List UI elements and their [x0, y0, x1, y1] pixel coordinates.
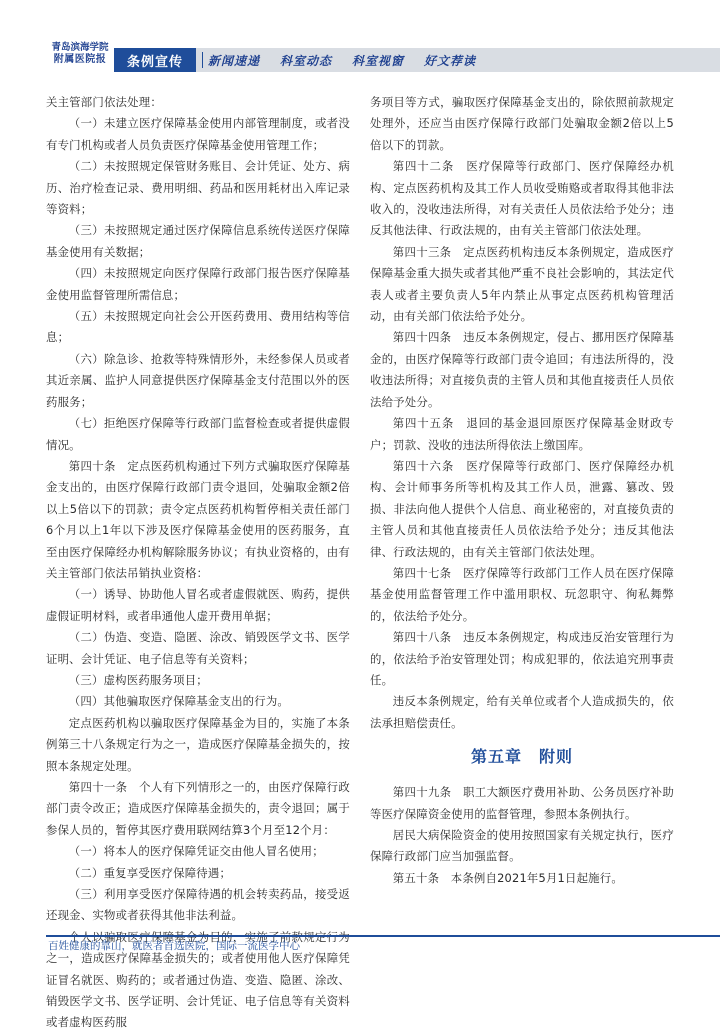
paragraph: 第四十一条 个人有下列情形之一的，由医疗保障行政部门责令改正；造成医疗保障基金损失的，责令退回；属于参保人员的，暂停其医疗费用联网结算3个月至12个月：: [46, 780, 350, 837]
hospital-logo: [50, 42, 110, 66]
paragraph: 第四十八条 违反本条例规定，构成违反治安管理行为的，依法给予治安管理处罚；构成犯罪的，依法追究刑事责任。: [370, 630, 674, 687]
paragraph: 第四十四条 违反本条例规定，侵占、挪用医疗保障基金的，由医疗保障等行政部门责令追回；有违法所得的，没收违法所得；对直接负责的主管人员和其他直接责任人员依法给予处分。: [370, 330, 674, 409]
paragraph: （六）除急诊、抢救等特殊情形外，未经参保人员或者其近亲属、监护人同意提供医疗保障基金支付范围以外的医药服务；: [46, 351, 350, 409]
paragraph: 违反本条例规定，给有关单位或者个人造成损失的，依法承担赔偿责任。: [370, 694, 674, 730]
paragraph: 务项目等方式，骗取医疗保障基金支出的，除依照前款规定处理外，还应当由医疗保障行政部门处骗取金额2倍以上5倍以下的罚款。: [370, 95, 674, 152]
paragraph: （五）未按照规定向社会公开医药费用、费用结构等信息；: [46, 309, 350, 345]
paragraph: 第四十三条 定点医药机构违反本条例规定，造成医疗保障基金重大损失或者其他严重不良社会影响的，其法定代表人或者主要负责人5年内禁止从事定点医药机构管理活动，由有关部门依法给予处分。: [370, 244, 674, 324]
paragraph: （三）未按照规定通过医疗保障信息系统传送医疗保障基金使用有关数据；: [46, 223, 350, 259]
nav-dept-window[interactable]: 科室视窗: [352, 53, 405, 68]
header-nav: [208, 48, 476, 72]
paragraph: （二）伪造、变造、隐匿、涂改、销毁医学文书、医学证明、会计凭证、电子信息等有关资料；: [46, 630, 350, 666]
right-column-body: [370, 92, 674, 734]
paragraph: 第四十九条 职工大额医疗费用补助、公务员医疗补助等医疗保障资金使用的监督管理，参照本条例执行。: [370, 785, 674, 821]
paragraph: 关主管部门依法处理：: [46, 95, 162, 109]
paragraph: 第四十七条 医疗保障等行政部门工作人员在医疗保障基金使用监督管理工作中滥用职权、玩忽职守、徇私舞弊的，依法给予处分。: [370, 565, 674, 623]
paragraph: （四）其他骗取医疗保障基金支出的行为。: [68, 694, 290, 709]
article-right-column: [370, 92, 674, 889]
nav-dept-updates[interactable]: 科室动态: [280, 53, 333, 68]
paragraph: （七）拒绝医疗保障等行政部门监督检查或者提供虚假情况。: [46, 416, 350, 452]
paragraph: 第四十条 定点医药机构通过下列方式骗取医疗保障基金支出的，由医疗保障行政部门责令退回，处骗取金额2倍以上5倍以下的罚款；责令定点医药机构暂停相关责任部门6个月以上1年以下涉及医疗保障基金使用的医药服务，直至由医疗保障经办机构解除服务协议；有执业资格的，由有关主管部门依法吊销执业资格：: [46, 458, 350, 580]
paragraph: （四）未按照规定向医疗保障行政部门报告医疗保障基金使用监督管理所需信息；: [46, 266, 350, 302]
page-header: [0, 0, 720, 78]
paragraph: 第四十六条 医疗保障等行政部门、医疗保障经办机构、会计师事务所等机构及其工作人员，泄露、篡改、毁损、非法向他人提供个人信息、商业秘密的，对直接负责的主管人员和其他直接责任人员依法给予处分；违反其他法律、行政法规的，由有关主管部门依法处理。: [370, 458, 674, 559]
paragraph: （三）虚构医药服务项目；: [68, 672, 208, 687]
logo-line-2: 附属医院报: [53, 54, 107, 65]
article-left-column: [46, 92, 350, 1034]
paragraph: 定点医药机构以骗取医疗保障基金为目的，实施了本条例第三十八条规定行为之一，造成医疗保障基金损失的，按照本条规定处理。: [46, 715, 350, 773]
paragraph: 之一，造成医疗保障基金损失的；或者使用他人医疗保障凭证冒名就医、购药的；或者通过伪造、变造、隐匿、涂改、销毁医学文书、医学证明、会计凭证、电子信息等有关资料或者虚构医药服: [46, 951, 350, 1030]
nav-news[interactable]: 新闻速递: [208, 53, 261, 68]
chapter-title: 第五章 附则: [470, 747, 573, 767]
paragraph: （三）利用享受医疗保障待遇的机会转卖药品，接受返还现金、实物或者获得其他非法利益。: [46, 887, 350, 923]
footer-slogan: 百姓健康的靠山，就医者首选医院，国际一流医学中心: [48, 940, 300, 952]
paragraph: （二）重复享受医疗保障待遇；: [68, 865, 232, 880]
paragraph: （二）未按照规定保管财务账目、会计凭证、处方、病历、治疗检查记录、费用明细、药品和医用耗材出入库记录等资料；: [46, 159, 350, 217]
paragraph: （一）将本人的医疗保障凭证交由他人冒名使用；: [68, 844, 324, 859]
paragraph: 居民大病保险资金的使用按照国家有关规定执行，医疗保障行政部门应当加强监督。: [370, 828, 674, 864]
right-column-body-end: [370, 782, 674, 889]
paragraph: 第四十五条 退回的基金退回原医疗保障基金财政专户；罚款、没收的违法所得依法上缴国库。: [370, 416, 674, 452]
nav-recommended-reading[interactable]: 好文荐读: [424, 53, 477, 68]
paragraph: 第四十二条 医疗保障等行政部门、医疗保障经办机构、定点医药机构及其工作人员收受贿赂或者取得其他非法收入的，没收违法所得，对有关责任人员依法给予处分；违反其他法律、行政法规的，由有关主管部门依法处理。: [370, 159, 674, 238]
paragraph: 第五十条 本条例自2021年5月1日起施行。: [392, 870, 623, 885]
nav-divider: [202, 52, 203, 68]
paragraph: （一）诱导、协助他人冒名或者虚假就医、购药，提供虚假证明材料，或者串通他人虚开费用单据；: [46, 587, 350, 623]
footer-divider: [46, 935, 720, 937]
paragraph: （一）未建立医疗保障基金使用内部管理制度，或者没有专门机构或者人员负责医疗保障基金使用管理工作；: [46, 116, 350, 152]
section-tab[interactable]: 条例宣传: [114, 48, 196, 72]
logo-line-1: 青岛滨海学院: [51, 42, 109, 53]
